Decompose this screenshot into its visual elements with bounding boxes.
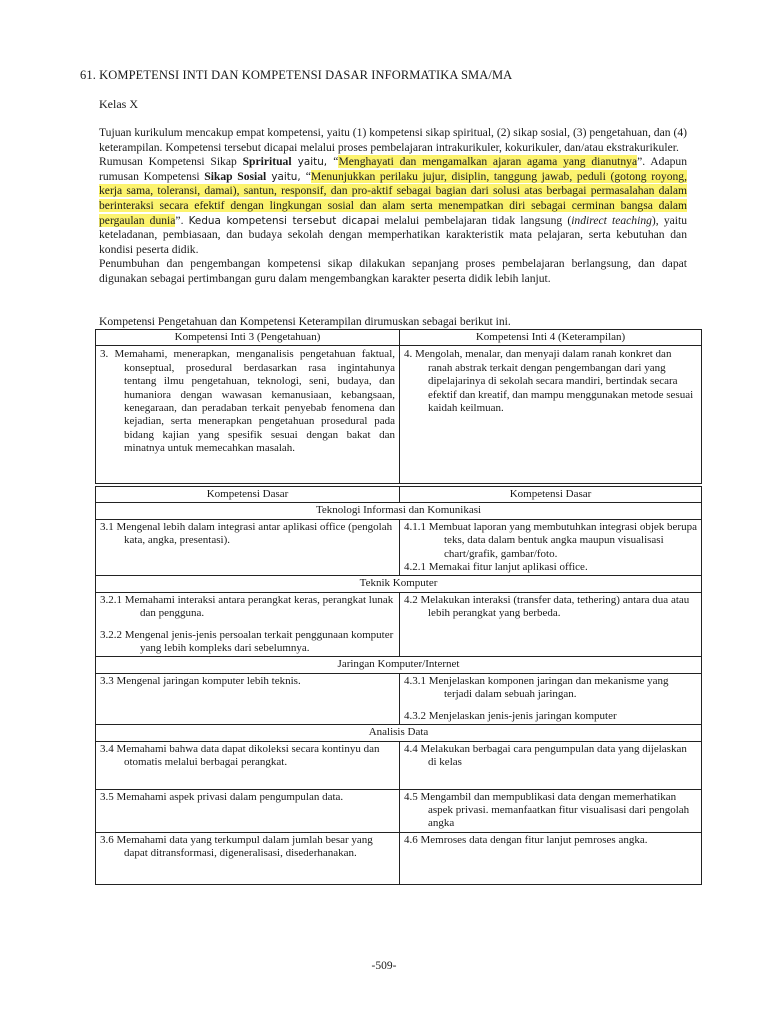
- table-cell: [400, 519, 702, 576]
- table-row: [96, 346, 702, 484]
- text-run: “: [305, 169, 311, 183]
- kd-text: 4.2 Melakukan interaksi (transfer data, tethering) antara dua atau lebih perangkat yang berbeda.: [404, 593, 690, 620]
- section-title: Teknologi Informasi dan Komunikasi: [96, 503, 702, 519]
- ki4-text: 4. Mengolah, menalar, dan menyaji dalam ranah konkret dan ranah abstrak terkait dengan pengembangan dari yang dipelajarinya di sekolah secara mandiri, bertindak secara efektif dan kreatif, dan mampu menggunakan metode sesuai kaidah keilmuan.: [404, 348, 694, 415]
- section-row: [96, 725, 702, 741]
- table-cell: [96, 673, 400, 724]
- paragraph-curriculum-goals: Tujuan kurikulum mencakup empat kompetensi, yaitu (1) kompetensi sikap spiritual, (2) sikap sosial, (3) pengetahuan, dan (4) keterampilan. Kompetensi tersebut dicapai melalui proses pembelajaran intrakurikuler, kokurikuler, dan/atau ekstrakurikuler.: [99, 126, 687, 154]
- text-run: yaitu,: [291, 156, 334, 169]
- intro-text: [99, 126, 687, 287]
- table-row: [96, 832, 702, 884]
- highlight-spiritual: Menghayati dan mengamalkan ajaran agama yang dianutnya: [338, 155, 638, 169]
- text-run: “: [333, 155, 339, 169]
- table-cell: [96, 741, 400, 789]
- table-cell: [400, 592, 702, 657]
- core-competence-table: [95, 329, 702, 484]
- highlight-social: Menunjukkan perilaku jujur, disiplin, tanggung jawab, peduli (gotong royong, kerja sama, toleransi, damai), santun, responsif, dan pro-aktif sebagai bagian dari solusi atas berbagai permasalahan dalam berinteraksi secara efektif dengan lingkungan sosial dan alam serta menempatkan diri sebagai cerminan bangsa dalam pergaulan dunia: [99, 169, 687, 227]
- table-cell: [96, 519, 400, 576]
- table-cell: [400, 741, 702, 789]
- document-heading: 61. KOMPETENSI INTI DAN KOMPETENSI DASAR INFORMATIKA SMA/MA: [80, 68, 513, 82]
- text-run: ”. Adapun rumusan Kompetensi: [99, 155, 687, 183]
- text-run: ”.: [175, 213, 189, 227]
- section-row: [96, 576, 702, 592]
- kd-text: 3.5 Memahami aspek privasi dalam pengumpulan data.: [100, 790, 344, 803]
- table-row: [96, 592, 702, 657]
- text-run: Kedua kompetensi tersebut dicapai: [188, 214, 380, 227]
- table-cell: [400, 832, 702, 884]
- kd-text: 3.1 Mengenal lebih dalam integrasi antar aplikasi office (pengolah kata, angka, presentasi).: [100, 520, 393, 547]
- table-row: [96, 519, 702, 576]
- table-cell: [400, 346, 702, 484]
- table-header-row: [96, 330, 702, 346]
- table-cell: [400, 789, 702, 832]
- table-row: [96, 673, 702, 724]
- kd-text: 3.4 Memahami bahwa data dapat dikoleksi secara kontinyu dan otomatis melalui berbagai perangkat.: [100, 742, 380, 768]
- section-row: [96, 503, 702, 519]
- column-header: Kompetensi Dasar: [96, 487, 400, 503]
- kd-text: 4.1.1 Membuat laporan yang membutuhkan integrasi objek berupa teks, data dalam bentuk angka maupun visualisasi chart/grafik, gambar/foto.: [404, 520, 697, 560]
- kd-text: 4.2.1 Memakai fitur lanjut aplikasi office.: [404, 561, 588, 574]
- kd-text: 3.6 Memahami data yang terkumpul dalam jumlah besar yang dapat ditransformasi, digeneralisasi, disederhanakan.: [100, 833, 373, 860]
- kd-text: 4.3.1 Menjelaskan komponen jaringan dan mekanisme yang terjadi dalam sebuah jaringan.: [404, 674, 669, 701]
- table-cell: [400, 673, 702, 724]
- table-cell: [96, 346, 400, 484]
- section-title: Jaringan Komputer/Internet: [96, 657, 702, 673]
- paragraph-attitude-development: Penumbuhan dan pengembangan kompetensi sikap dilakukan sepanjang proses pembelajaran berlangsung, dan dapat digunakan sebagai pertimbangan guru dalam mengembangkan karakter peserta didik lebih lanjut.: [99, 257, 687, 285]
- column-header: Kompetensi Dasar: [400, 487, 702, 503]
- competence-intro: Kompetensi Pengetahuan dan Kompetensi Keterampilan dirumuskan sebagai berikut ini.: [99, 315, 511, 328]
- spacer: [404, 702, 697, 710]
- basic-competence-table: [95, 486, 702, 885]
- text-run: Rumusan Kompetensi Sikap: [99, 155, 243, 169]
- section-row: [96, 657, 702, 673]
- class-label: Kelas X: [99, 97, 138, 111]
- table-header-row: [96, 487, 702, 503]
- table-cell: [96, 789, 400, 832]
- ki3-text: 3. Memahami, menerapkan, menganalisis pengetahuan faktual, konseptual, prosedural berdasarkan rasa ingintahunya tentang ilmu pengetahuan, teknologi, seni, budaya, dan humaniora dengan wawasan kemanusiaan, kebangsaan, kenegaraan, dan peradaban terkait penyebab fenomena dan kejadian, serta menerapkan pengetahuan prosedural pada bidang kajian yang spesifik sesuai dengan bakat dan minatnya untuk memecahkan masalah.: [100, 348, 395, 455]
- kd-text: 4.3.2 Menjelaskan jenis-jenis jaringan komputer: [404, 709, 617, 722]
- kd-text: 4.6 Memroses data dengan fitur lanjut pemroses angka.: [404, 833, 648, 846]
- kd-text: 3.2.1 Memahami interaksi antara perangkat keras, perangkat lunak dan pengguna.: [100, 593, 394, 620]
- kd-text: 3.2.2 Mengenal jenis-jenis persoalan terkait penggunaan komputer yang lebih kompleks dari sebelumnya.: [100, 628, 394, 655]
- italic-term: indirect teaching: [571, 213, 652, 227]
- spacer: [100, 621, 395, 629]
- text-run: melalui pembelajaran tidak langsung (: [379, 213, 572, 227]
- table-row: [96, 741, 702, 789]
- section-title: Analisis Data: [96, 725, 702, 741]
- text-run: yaitu,: [266, 170, 306, 183]
- section-title: Teknik Komputer: [96, 576, 702, 592]
- bold-term-social: Sikap Sosial: [204, 169, 267, 183]
- kd-text: 4.5 Mengambil dan mempublikasi data dengan memerhatikan aspek privasi. memanfaatkan fitur visualisasi dari pengolah angka: [404, 790, 690, 830]
- column-header: Kompetensi Inti 4 (Keterampilan): [400, 330, 702, 346]
- paragraph-attitude-competence: [99, 155, 687, 257]
- page-number: -509-: [371, 960, 397, 972]
- table-cell: [96, 592, 400, 657]
- bold-term-spiritual: Spriritual: [242, 155, 292, 169]
- table-row: [96, 789, 702, 832]
- table-cell: [96, 832, 400, 884]
- kd-text: 4.4 Melakukan berbagai cara pengumpulan data yang dijelaskan di kelas: [404, 742, 687, 768]
- kd-text: 3.3 Mengenal jaringan komputer lebih teknis.: [100, 674, 301, 687]
- text-run: ), yaitu keteladanan, pembiasaan, dan budaya sekolah dengan memperhatikan karakteristik mata pelajaran, serta kebutuhan dan kondisi peserta didik.: [99, 213, 688, 256]
- column-header: Kompetensi Inti 3 (Pengetahuan): [96, 330, 400, 346]
